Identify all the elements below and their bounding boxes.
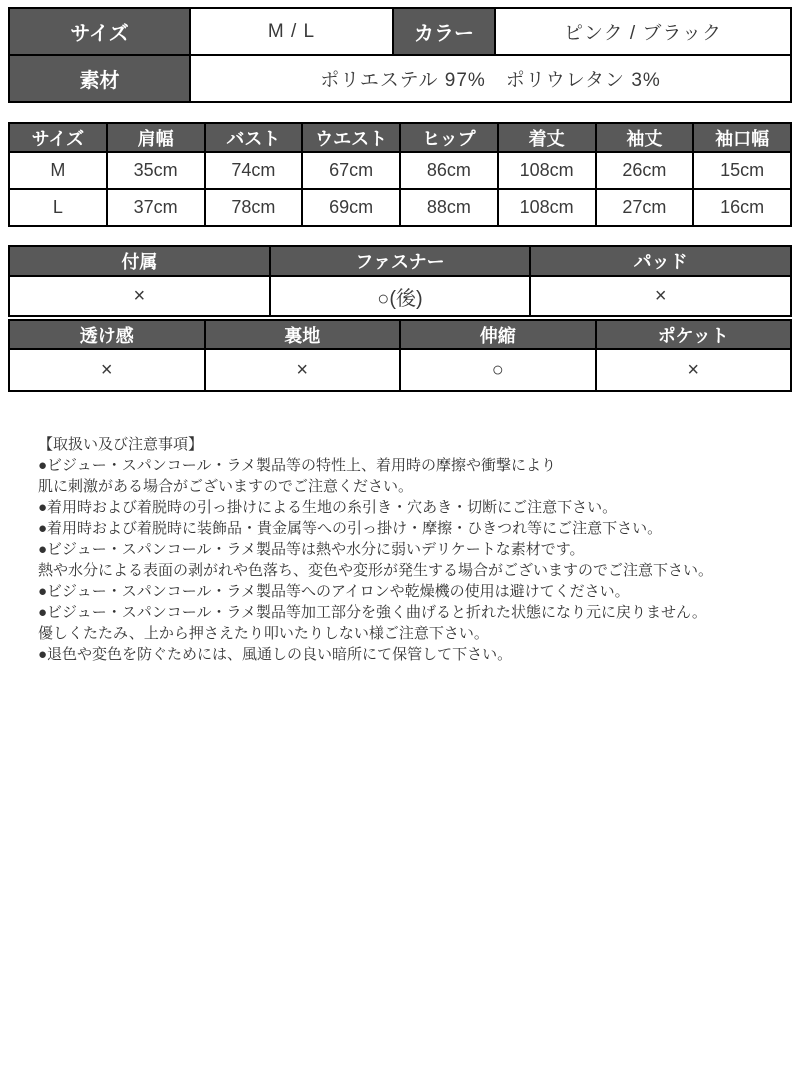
cell: 86cm	[400, 152, 498, 189]
color-label-cell: カラー	[393, 8, 495, 55]
features-table-a	[8, 245, 792, 317]
cell: M	[9, 152, 107, 189]
measurements-table	[8, 122, 792, 227]
table-row	[9, 8, 791, 55]
features-b-header-row	[9, 320, 791, 349]
care-note-line: ●ビジュー・スパンコール・ラメ製品等は熱や水分に弱いデリケートな素材です。	[38, 541, 585, 558]
cell: 67cm	[302, 152, 400, 189]
material-label-cell: 素材	[9, 55, 190, 102]
column-header: ファスナー	[270, 246, 531, 276]
column-header: サイズ	[9, 123, 107, 152]
measurements-row-l	[9, 189, 791, 226]
care-note-line: ●ビジュー・スパンコール・ラメ製品等の特性上、着用時の摩擦や衝撃により	[38, 457, 557, 474]
column-header: 透け感	[9, 320, 205, 349]
cell: ×	[530, 276, 791, 316]
measurements-row-m	[9, 152, 791, 189]
cell: ×	[9, 349, 205, 391]
cell: L	[9, 189, 107, 226]
column-header: バスト	[205, 123, 303, 152]
cell: 108cm	[498, 152, 596, 189]
column-header: 裏地	[205, 320, 401, 349]
cell: ○	[400, 349, 596, 391]
care-notes	[38, 434, 770, 665]
care-note-line: 肌に刺激がある場合がございますのでご注意ください。	[38, 478, 414, 495]
care-note-line: ●ビジュー・スパンコール・ラメ製品等加工部分を強く曲げると折れた状態になり元に戻りません。	[38, 604, 707, 621]
column-header: ポケット	[596, 320, 792, 349]
features-a-value-row	[9, 276, 791, 316]
column-header: 伸縮	[400, 320, 596, 349]
column-header: 袖口幅	[693, 123, 791, 152]
care-note-line: 熱や水分による表面の剥がれや色落ち、変色や変形が発生する場合がございますのでご注意下さい。	[38, 562, 714, 579]
care-note-line: ●ビジュー・スパンコール・ラメ製品等へのアイロンや乾燥機の使用は避けてください。	[38, 583, 630, 600]
cell: 27cm	[596, 189, 694, 226]
cell: 35cm	[107, 152, 205, 189]
column-header: 肩幅	[107, 123, 205, 152]
cell: 108cm	[498, 189, 596, 226]
features-table-b	[8, 319, 792, 392]
cell: ○(後)	[270, 276, 531, 316]
features-a-header-row	[9, 246, 791, 276]
care-note-line: ●退色や変色を防ぐためには、風通しの良い暗所にて保管して下さい。	[38, 646, 513, 663]
measurements-header-row	[9, 123, 791, 152]
care-notes-title: 【取扱い及び注意事項】	[38, 436, 204, 453]
cell: 78cm	[205, 189, 303, 226]
cell: 37cm	[107, 189, 205, 226]
cell: 88cm	[400, 189, 498, 226]
column-header: 袖丈	[596, 123, 694, 152]
cell: 16cm	[693, 189, 791, 226]
size-value-cell: M / L	[190, 8, 393, 55]
column-header: 付属	[9, 246, 270, 276]
size-label-cell: サイズ	[9, 8, 190, 55]
cell: 15cm	[693, 152, 791, 189]
size-color-material-table	[8, 7, 792, 103]
cell: 69cm	[302, 189, 400, 226]
cell: 74cm	[205, 152, 303, 189]
cell: ×	[205, 349, 401, 391]
column-header: ウエスト	[302, 123, 400, 152]
table-row	[9, 55, 791, 102]
column-header: 着丈	[498, 123, 596, 152]
features-b-value-row	[9, 349, 791, 391]
cell: 26cm	[596, 152, 694, 189]
care-note-line: ●着用時および着脱時の引っ掛けによる生地の糸引き・穴あき・切断にご注意下さい。	[38, 499, 618, 516]
column-header: ヒップ	[400, 123, 498, 152]
care-note-line: 優しくたたみ、上から押さえたり叩いたりしない様ご注意下さい。	[38, 625, 489, 642]
material-value-cell: ポリエステル 97% ポリウレタン 3%	[190, 55, 791, 102]
color-value-cell: ピンク / ブラック	[495, 8, 791, 55]
column-header: パッド	[530, 246, 791, 276]
cell: ×	[596, 349, 792, 391]
care-note-line: ●着用時および着脱時に装飾品・貴金属等への引っ掛け・摩擦・ひきつれ等にご注意下さい。	[38, 520, 663, 537]
cell: ×	[9, 276, 270, 316]
